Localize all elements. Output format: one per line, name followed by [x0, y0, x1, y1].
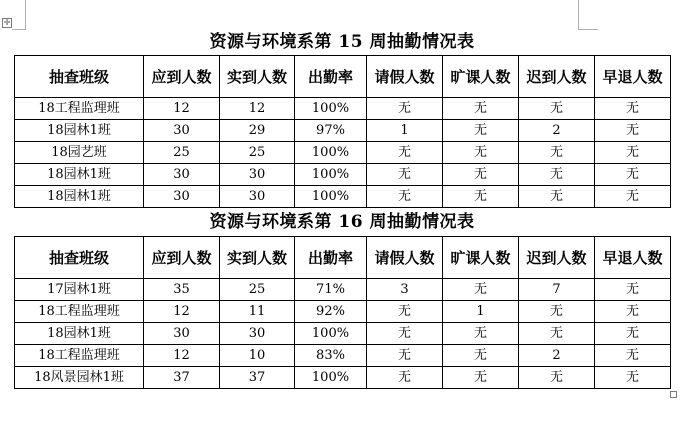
header-class: 抽查班级 [15, 56, 144, 98]
cell-class: 18园林1班 [15, 323, 144, 345]
cell-late: 无 [519, 367, 595, 389]
cell-early-leave: 无 [595, 186, 671, 208]
cell-class: 18园林1班 [15, 186, 144, 208]
cell-late: 2 [519, 345, 595, 367]
cell-absent: 无 [443, 120, 519, 142]
week15-attendance-table [14, 55, 671, 208]
cell-class: 18工程监理班 [15, 98, 144, 120]
table-row [15, 164, 671, 186]
cell-rate: 100% [295, 142, 367, 164]
cell-late: 无 [519, 98, 595, 120]
cell-present: 25 [220, 142, 295, 164]
cell-absent: 无 [443, 279, 519, 301]
header-leave: 请假人数 [367, 56, 443, 98]
cell-expected: 12 [144, 98, 220, 120]
cell-class: 18工程监理班 [15, 301, 144, 323]
table-header-row [15, 56, 671, 98]
cell-class: 18园艺班 [15, 142, 144, 164]
cell-early-leave: 无 [595, 120, 671, 142]
cell-present: 29 [220, 120, 295, 142]
cell-present: 25 [220, 279, 295, 301]
cell-present: 30 [220, 323, 295, 345]
cell-absent: 1 [443, 301, 519, 323]
cell-present: 10 [220, 345, 295, 367]
cell-leave: 1 [367, 120, 443, 142]
move-cross-icon[interactable]: ✛ [3, 18, 11, 27]
cell-rate: 100% [295, 164, 367, 186]
cell-class: 18工程监理班 [15, 345, 144, 367]
cell-early-leave: 无 [595, 367, 671, 389]
cell-absent: 无 [443, 164, 519, 186]
header-present: 实到人数 [220, 237, 295, 279]
header-rate: 出勤率 [295, 237, 367, 279]
table-row [15, 323, 671, 345]
header-late: 迟到人数 [519, 56, 595, 98]
header-late: 迟到人数 [519, 237, 595, 279]
cell-leave: 无 [367, 301, 443, 323]
cell-expected: 37 [144, 367, 220, 389]
cell-early-leave: 无 [595, 279, 671, 301]
table-row [15, 345, 671, 367]
header-rate: 出勤率 [295, 56, 367, 98]
cell-rate: 100% [295, 186, 367, 208]
header-early-leave: 早退人数 [595, 56, 671, 98]
cell-present: 30 [220, 186, 295, 208]
cell-early-leave: 无 [595, 164, 671, 186]
cell-early-leave: 无 [595, 142, 671, 164]
cell-absent: 无 [443, 367, 519, 389]
table-row [15, 186, 671, 208]
cell-leave: 无 [367, 142, 443, 164]
cell-late: 无 [519, 142, 595, 164]
cell-rate: 83% [295, 345, 367, 367]
cell-rate: 92% [295, 301, 367, 323]
cell-expected: 12 [144, 301, 220, 323]
cell-class: 18园林1班 [15, 120, 144, 142]
cell-rate: 71% [295, 279, 367, 301]
cell-early-leave: 无 [595, 323, 671, 345]
cell-absent: 无 [443, 186, 519, 208]
cell-early-leave: 无 [595, 345, 671, 367]
table-row [15, 279, 671, 301]
cell-leave: 无 [367, 345, 443, 367]
cell-leave: 3 [367, 279, 443, 301]
cell-class: 18园林1班 [15, 164, 144, 186]
week15-title: 资源与环境系第 15 周抽勤情况表 [209, 32, 475, 52]
cell-late: 无 [519, 323, 595, 345]
cell-expected: 30 [144, 120, 220, 142]
header-absent: 旷课人数 [443, 56, 519, 98]
cell-expected: 30 [144, 186, 220, 208]
cell-late: 2 [519, 120, 595, 142]
cell-absent: 无 [443, 142, 519, 164]
cell-early-leave: 无 [595, 301, 671, 323]
cell-absent: 无 [443, 323, 519, 345]
cell-expected: 35 [144, 279, 220, 301]
cell-leave: 无 [367, 323, 443, 345]
cell-expected: 30 [144, 323, 220, 345]
table-row [15, 301, 671, 323]
page-corner-mark-right [578, 0, 598, 30]
week16-title: 资源与环境系第 16 周抽勤情况表 [209, 212, 475, 232]
cell-late: 无 [519, 301, 595, 323]
header-present: 实到人数 [220, 56, 295, 98]
header-expected: 应到人数 [144, 237, 220, 279]
cell-rate: 100% [295, 367, 367, 389]
cell-leave: 无 [367, 367, 443, 389]
table-row [15, 142, 671, 164]
cell-rate: 100% [295, 323, 367, 345]
cell-late: 7 [519, 279, 595, 301]
cell-leave: 无 [367, 186, 443, 208]
cell-expected: 12 [144, 345, 220, 367]
cell-early-leave: 无 [595, 98, 671, 120]
cell-leave: 无 [367, 98, 443, 120]
resize-square-icon[interactable] [670, 391, 677, 398]
header-class: 抽查班级 [15, 237, 144, 279]
cell-present: 30 [220, 164, 295, 186]
cell-expected: 25 [144, 142, 220, 164]
table-row [15, 120, 671, 142]
table-row [15, 98, 671, 120]
table-header-row [15, 237, 671, 279]
cell-absent: 无 [443, 98, 519, 120]
cell-leave: 无 [367, 164, 443, 186]
cell-expected: 30 [144, 164, 220, 186]
cell-absent: 无 [443, 345, 519, 367]
page-corner-mark-left [12, 0, 26, 30]
cell-present: 37 [220, 367, 295, 389]
cell-class: 18风景园林1班 [15, 367, 144, 389]
cell-late: 无 [519, 186, 595, 208]
cell-rate: 100% [295, 98, 367, 120]
cell-rate: 97% [295, 120, 367, 142]
cell-class: 17园林1班 [15, 279, 144, 301]
cell-present: 12 [220, 98, 295, 120]
cell-present: 11 [220, 301, 295, 323]
header-absent: 旷课人数 [443, 237, 519, 279]
header-early-leave: 早退人数 [595, 237, 671, 279]
header-expected: 应到人数 [144, 56, 220, 98]
table-row [15, 367, 671, 389]
week16-attendance-table [14, 236, 671, 389]
header-leave: 请假人数 [367, 237, 443, 279]
cell-late: 无 [519, 164, 595, 186]
